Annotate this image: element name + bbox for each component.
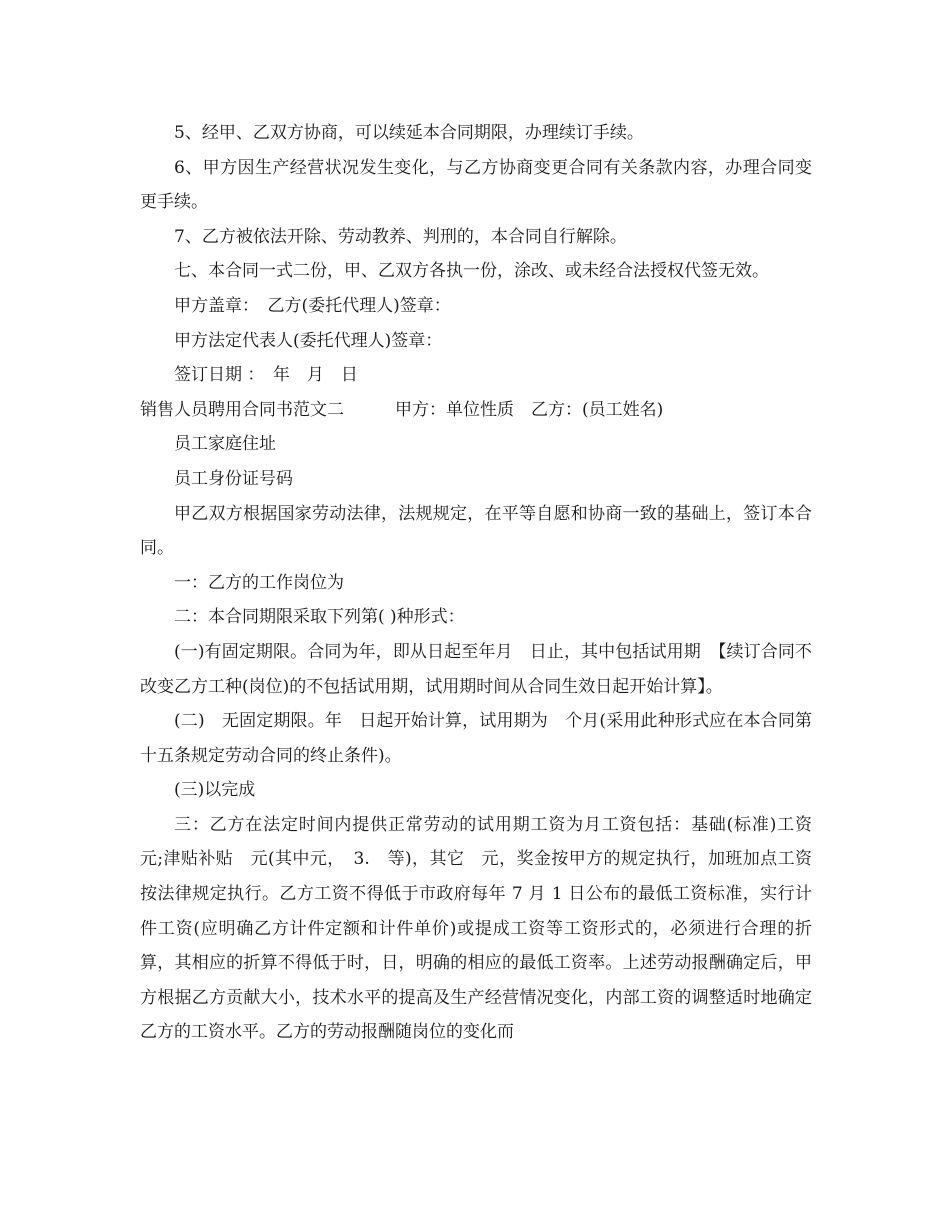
clause-renewal: 5、经甲、乙双方协商，可以续延本合同期限，办理续订手续。: [174, 123, 644, 143]
term-fixed: (一)有固定期限。合同为年，即从日起至年月 日止，其中包括试用期 【续订合同不改变乙方工种(岗位)的不包括试用期，试用期时间从合同生效日起开始计算】。: [140, 641, 812, 697]
employee-address: 员工家庭住址: [174, 434, 276, 455]
article-three-wages: 三：乙方在法定时间内提供正常劳动的试用期工资为月工资包括：基础(标准)工资 元;津贴补贴 元(其中元， 3. 等)，其它 元，奖金按甲方的规定执行，加班加点工资按法律规定执行。乙方工资不得低于市政府每年 7 月 1 日公布的最低工资标准，实行计件工资(应明确乙方计件定额和计件单价)或提成工资等工资形式的，必须进行合理的折算，其相应的折算不得低于时，日，明确的相应的最低工资率。上述劳动报酬确定后，甲方根据乙方贡献大小，技术水平的提高及生产经营情况变化，内部工资的调整适时地确定乙方的工资水平。乙方的劳动报酬随岗位的变化而: [140, 814, 829, 1043]
clause-copies: 七、本合同一式二份，甲、乙双方各执一份，涂改、或未经合法授权代签无效。: [174, 261, 769, 282]
contract-preamble: 甲乙双方根据国家劳动法律，法规规定，在平等自愿和协商一致的基础上，签订本合同。: [140, 503, 812, 559]
contract-two-heading: 销售人员聘用合同书范文二 甲方：单位性质 乙方：(员工姓名): [140, 399, 664, 420]
document-body: [140, 116, 829, 1050]
clause-amendment: 6、甲方因生产经营状况发生变化，与乙方协商变更合同有关条款内容，办理合同变更手续。: [140, 157, 812, 213]
term-open-ended: (二) 无固定期限。年 日起开始计算，试用期为 个月(采用此种形式应在本合同第十五条规定劳动合同的终止条件)。: [140, 711, 812, 766]
signature-party-a-seal: 甲方盖章： 乙方(委托代理人)签章：: [174, 295, 451, 316]
signing-date: 签订日期 ： 年 月 日: [174, 365, 358, 386]
article-one-position: 一：乙方的工作岗位为: [174, 572, 344, 593]
clause-termination: 7、乙方被依法开除、劳动教养、判刑的，本合同自行解除。: [174, 226, 627, 247]
article-two-term: 二：本合同期限采取下列第( )种形式：: [174, 607, 465, 628]
signature-legal-rep: 甲方法定代表人(委托代理人)签章：: [174, 330, 443, 351]
term-task-based: (三)以完成: [174, 780, 256, 801]
employee-id-number: 员工身份证号码: [174, 468, 293, 489]
